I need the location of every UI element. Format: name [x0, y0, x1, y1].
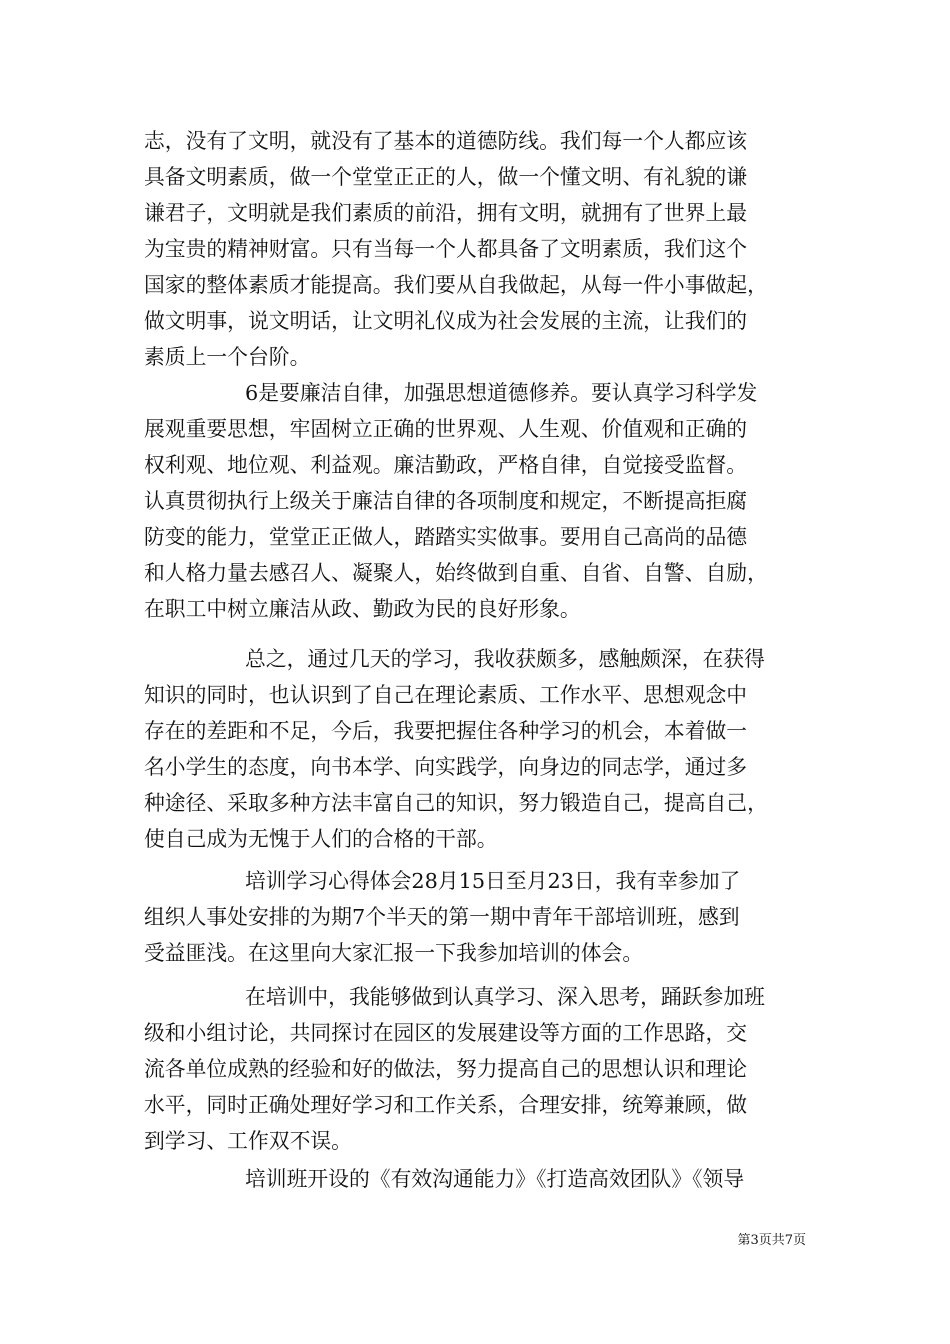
- paragraph-start-line: 总之，通过几天的学习，我收获颇多，感触颇深，在获得: [245, 647, 765, 671]
- paragraph-start-line: 6是要廉洁自律，加强思想道德修养。要认真学习科学发: [245, 381, 758, 405]
- page-number: 第3页共7页: [737, 1233, 806, 1248]
- text-line: 使自己成为无愧于人们的合格的干部。: [144, 827, 498, 851]
- text-line: 种途径、采取多种方法丰富自己的知识，努力锻造自己，提高自己，: [144, 791, 768, 815]
- text-line: 防变的能力，堂堂正正做人，踏踏实实做事。要用自己高尚的品德: [144, 525, 748, 549]
- paragraph-start-line: 培训班开设的《有效沟通能力》《打造高效团队》《领导: [245, 1167, 745, 1191]
- paragraph-start-line: 培训学习心得体会28月15日至月23日，我有幸参加了: [245, 869, 741, 893]
- text-line: 素质上一个台阶。: [144, 345, 311, 369]
- text-line: 认真贯彻执行上级关于廉洁自律的各项制度和规定，不断提高拒腐: [144, 489, 748, 513]
- text-line: 权利观、地位观、利益观。廉洁勤政，严格自律，自觉接受监督。: [144, 453, 748, 477]
- text-line: 存在的差距和不足，今后，我要把握住各种学习的机会，本着做一: [144, 719, 748, 743]
- text-line: 和人格力量去感召人、凝聚人，始终做到自重、自省、自警、自励，: [144, 561, 768, 585]
- text-line: 谦君子，文明就是我们素质的前沿，拥有文明，就拥有了世界上最: [144, 201, 748, 225]
- text-line: 水平，同时正确处理好学习和工作关系，合理安排，统筹兼顾，做: [144, 1093, 748, 1117]
- text-line: 国家的整体素质才能提高。我们要从自我做起，从每一件小事做起，: [144, 273, 768, 297]
- text-line: 为宝贵的精神财富。只有当每一个人都具备了文明素质，我们这个: [144, 237, 748, 261]
- text-line: 知识的同时，也认识到了自己在理论素质、工作水平、思想观念中: [144, 683, 748, 707]
- text-line: 级和小组讨论，共同探讨在园区的发展建设等方面的工作思路，交: [144, 1021, 748, 1045]
- text-line: 到学习、工作双不误。: [144, 1129, 352, 1153]
- text-line: 展观重要思想，牢固树立正确的世界观、人生观、价值观和正确的: [144, 417, 748, 441]
- text-line: 做文明事，说文明话，让文明礼仪成为社会发展的主流，让我们的: [144, 309, 748, 333]
- text-line: 流各单位成熟的经验和好的做法，努力提高自己的思想认识和理论: [144, 1057, 748, 1081]
- text-line: 名小学生的态度，向书本学、向实践学，向身边的同志学，通过多: [144, 755, 748, 779]
- paragraph-start-line: 在培训中，我能够做到认真学习、深入思考，踊跃参加班: [245, 985, 765, 1009]
- text-line: 受益匪浅。在这里向大家汇报一下我参加培训的体会。: [144, 941, 644, 965]
- text-line: 在职工中树立廉洁从政、勤政为民的良好形象。: [144, 597, 581, 621]
- text-line: 组织人事处安排的为期7个半天的第一期中青年干部培训班，感到: [144, 905, 740, 929]
- text-line: 具备文明素质，做一个堂堂正正的人，做一个懂文明、有礼貌的谦: [144, 165, 748, 189]
- text-line: 志，没有了文明，就没有了基本的道德防线。我们每一个人都应该: [144, 129, 748, 153]
